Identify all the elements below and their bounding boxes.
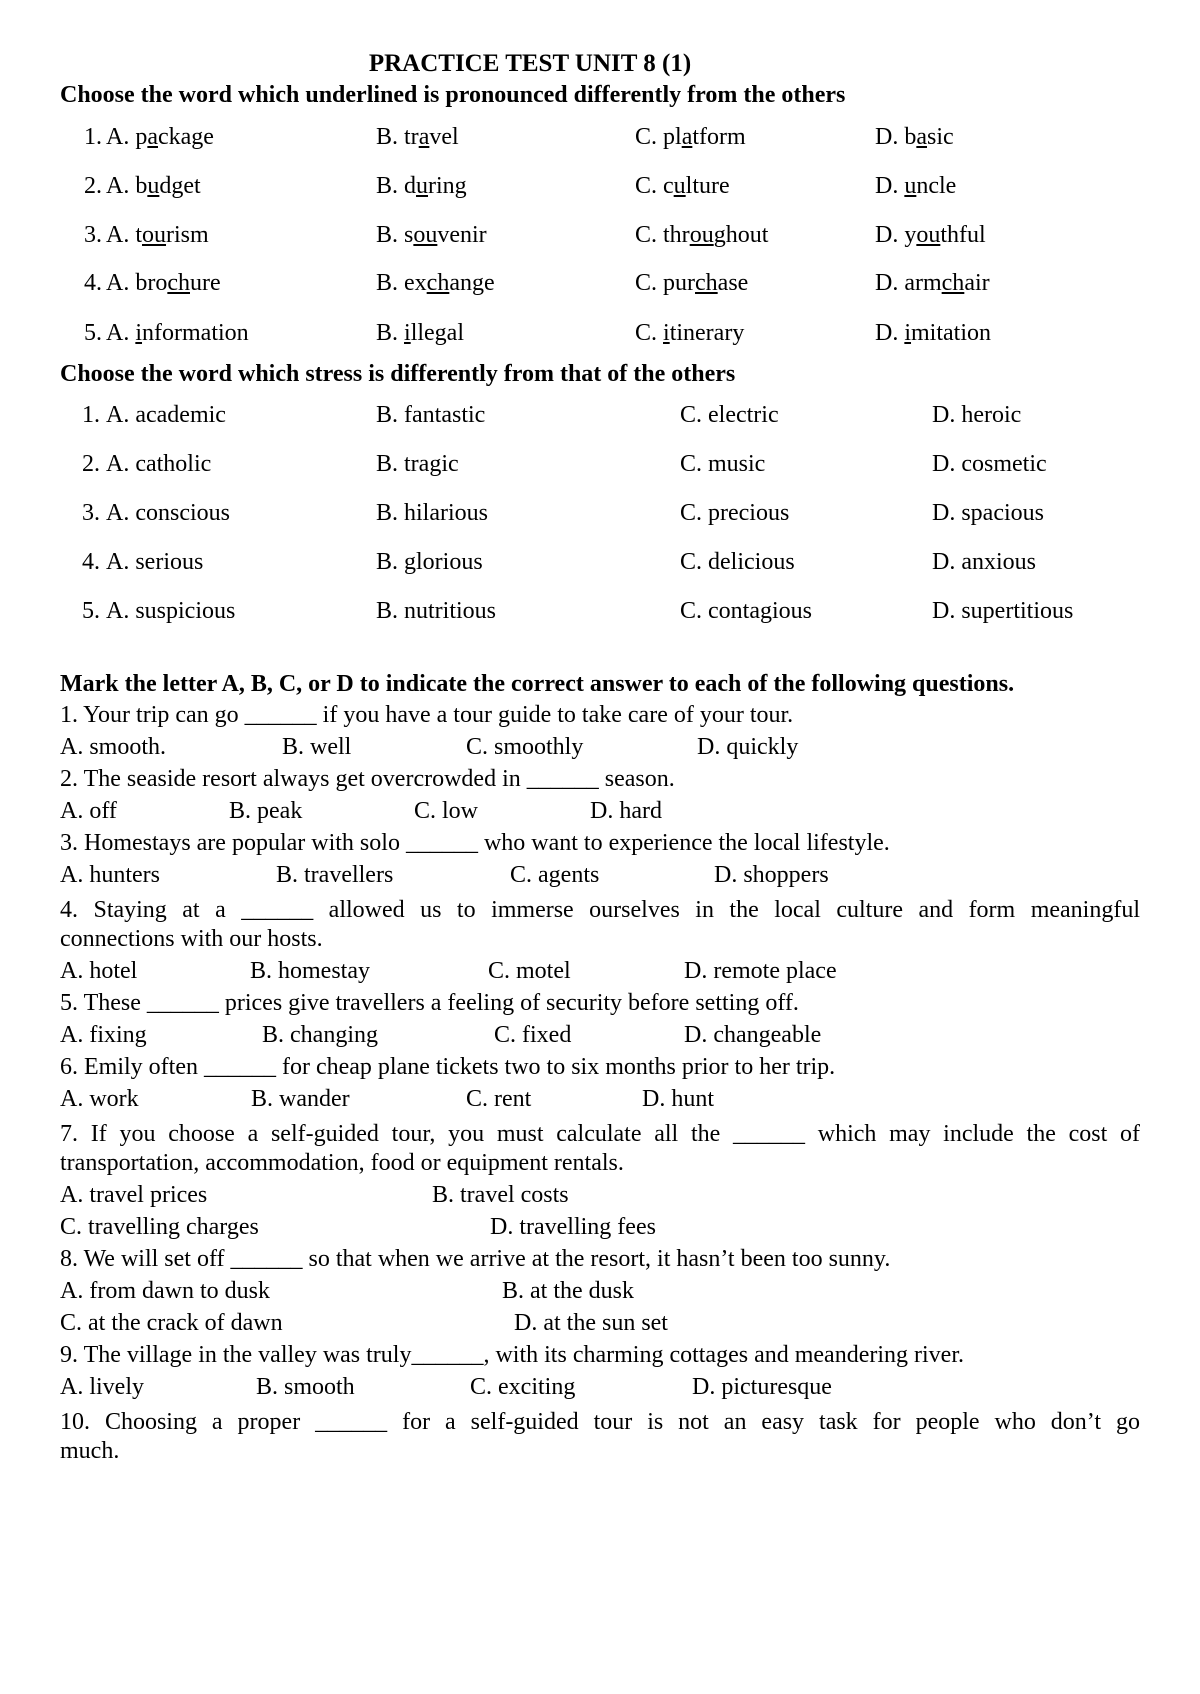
question-4: 4. Staying at a ______ allowed us to immerse ourselves in the local culture and form meaningful [60, 897, 1140, 923]
option-d[interactable] [875, 320, 991, 347]
word-part: sic [927, 124, 954, 150]
q5-option-c[interactable]: C. fixed [494, 1022, 572, 1048]
word-part: arm [904, 270, 942, 296]
item-number: 1. [84, 124, 102, 150]
q3-option-b[interactable]: B. travellers [276, 862, 394, 888]
option-d[interactable]: D. spacious [932, 500, 1044, 526]
word-part: b [135, 173, 148, 199]
word-part: c [663, 173, 674, 199]
option-c[interactable] [635, 124, 746, 151]
question-10: 10. Choosing a proper ______ for a self-guided tour is not an easy task for people who don’t go [60, 1409, 1140, 1435]
option-c[interactable] [635, 270, 748, 297]
q7-option-d[interactable]: D. travelling fees [490, 1214, 656, 1240]
question-6: 6. Emily often ______ for cheap plane tickets two to six months prior to her trip. [60, 1054, 836, 1080]
option-b[interactable]: B. fantastic [376, 402, 486, 428]
option-b[interactable]: B. glorious [376, 549, 483, 575]
item-number: 4. [82, 549, 100, 575]
underlined-letters: u [904, 173, 917, 199]
question-10-continued: much. [60, 1438, 120, 1464]
item-number: 3. [84, 222, 102, 248]
word-part: D. [875, 270, 905, 296]
word-part: bro [135, 270, 168, 296]
q2-option-d[interactable]: D. hard [590, 798, 662, 824]
q9-option-d[interactable]: D. picturesque [692, 1374, 832, 1400]
option-d[interactable]: D. heroic [932, 402, 1022, 428]
question-5: 5. These ______ prices give travellers a feeling of security before setting off. [60, 990, 799, 1016]
option-d[interactable] [875, 222, 986, 249]
option-b[interactable] [376, 173, 467, 200]
item-number: 2. [84, 173, 102, 199]
option-c[interactable]: C. electric [680, 402, 779, 428]
option-c[interactable]: C. delicious [680, 549, 795, 575]
underlined-letters: ch [695, 270, 718, 296]
option-c[interactable] [635, 173, 730, 200]
word-part: tinerary [669, 320, 745, 346]
q6-option-b[interactable]: B. wander [251, 1086, 350, 1112]
word-part: s [404, 222, 414, 248]
word-part: pur [663, 270, 696, 296]
word-part: D. [875, 173, 905, 199]
word-part: A. [106, 173, 136, 199]
word-part: ncle [916, 173, 957, 199]
underlined-letters: u [673, 173, 686, 199]
word-part: mitation [911, 320, 992, 346]
word-part: C. [635, 124, 664, 150]
option-d[interactable]: D. anxious [932, 549, 1036, 575]
underlined-letters: a [916, 124, 927, 150]
q5-option-a[interactable]: A. fixing [60, 1022, 147, 1048]
option-a[interactable] [106, 124, 214, 151]
word-part: D. [875, 124, 905, 150]
word-part: ghout [713, 222, 769, 248]
word-part: venir [437, 222, 487, 248]
q9-option-a[interactable]: A. lively [60, 1374, 144, 1400]
q9-option-c[interactable]: C. exciting [470, 1374, 576, 1400]
option-a[interactable]: A. serious [106, 549, 204, 575]
word-part: A. [106, 124, 136, 150]
stress-row [0, 451, 1200, 485]
word-part: ure [190, 270, 221, 296]
question-8: 8. We will set off ______ so that when we arrive at the resort, it hasn’t been too sunny. [60, 1246, 891, 1272]
underlined-letters: u [147, 173, 160, 199]
word-part: thr [663, 222, 690, 248]
section-pronunciation-heading: Choose the word which underlined is pronounced differently from the others [60, 82, 846, 108]
word-part: d [404, 173, 417, 199]
underlined-letters: i [904, 320, 912, 346]
q2-option-b[interactable]: B. peak [229, 798, 303, 824]
q4-option-d[interactable]: D. remote place [684, 958, 837, 984]
stress-row [0, 598, 1200, 632]
word-part: b [904, 124, 917, 150]
underlined-letters: a [681, 124, 693, 150]
question-4-continued: connections with our hosts. [60, 926, 323, 952]
word-part: D. [875, 320, 905, 346]
word-part: ckage [158, 124, 214, 150]
question-3: 3. Homestays are popular with solo ______ who want to experience the local lifestyle. [60, 830, 890, 856]
word-part: B. [376, 124, 405, 150]
word-part: C. [635, 320, 664, 346]
q2-option-a[interactable]: A. off [60, 798, 117, 824]
option-b[interactable]: B. tragic [376, 451, 459, 477]
question-2: 2. The seaside resort always get overcrowded in ______ season. [60, 766, 675, 792]
q8-option-b[interactable]: B. at the dusk [502, 1278, 634, 1304]
item-number: 1. [82, 402, 100, 428]
underlined-letters: i [135, 320, 143, 346]
q5-option-b[interactable]: B. changing [262, 1022, 378, 1048]
option-a[interactable] [106, 320, 249, 347]
word-part: C. [635, 222, 664, 248]
underlined-letters: ou [142, 222, 167, 248]
option-c[interactable] [635, 222, 768, 249]
option-a[interactable] [106, 222, 209, 249]
word-part: C. [635, 173, 664, 199]
word-part: ex [404, 270, 427, 296]
q3-option-c[interactable]: C. agents [510, 862, 600, 888]
word-part: pl [663, 124, 682, 150]
q1-option-b[interactable]: B. well [282, 734, 352, 760]
word-part: rism [166, 222, 209, 248]
option-a[interactable] [106, 173, 201, 200]
word-part: dget [159, 173, 201, 199]
option-b[interactable] [376, 124, 459, 151]
stress-row [0, 549, 1200, 583]
word-part: ase [717, 270, 749, 296]
q8-option-c[interactable]: C. at the crack of dawn [60, 1310, 283, 1336]
underlined-letters: ch [167, 270, 190, 296]
underlined-letters: a [147, 124, 158, 150]
word-part: C. [635, 270, 664, 296]
underlined-letters: ou [916, 222, 941, 248]
option-b[interactable]: B. hilarious [376, 500, 488, 526]
option-b[interactable]: B. nutritious [376, 598, 497, 624]
q2-option-c[interactable]: C. low [414, 798, 479, 824]
word-part: thful [940, 222, 986, 248]
underlined-letters: a [418, 124, 430, 150]
question-9: 9. The village in the valley was truly______, with its charming cottages and meandering river. [60, 1342, 964, 1368]
pronunciation-row [0, 173, 1200, 207]
word-part: D. [875, 222, 905, 248]
word-part: A. [106, 222, 136, 248]
option-d[interactable] [875, 173, 956, 200]
word-part: tr [404, 124, 419, 150]
word-part: B. [376, 270, 405, 296]
word-part: air [964, 270, 990, 296]
word-part: y [904, 222, 917, 248]
word-part: B. [376, 222, 405, 248]
pronunciation-row [0, 270, 1200, 304]
underlined-letters: ou [689, 222, 714, 248]
word-part: lture [685, 173, 730, 199]
word-part: B. [376, 173, 405, 199]
q7-option-c[interactable]: C. travelling charges [60, 1214, 259, 1240]
pronunciation-row [0, 222, 1200, 256]
option-b[interactable] [376, 270, 495, 297]
option-b[interactable] [376, 320, 464, 347]
q3-option-d[interactable]: D. shoppers [714, 862, 829, 888]
pronunciation-row [0, 124, 1200, 158]
q1-option-c[interactable]: C. smoothly [466, 734, 584, 760]
item-number: 4. [84, 270, 102, 296]
option-a[interactable]: A. conscious [106, 500, 230, 526]
section-stress-heading: Choose the word which stress is differently from that of the others [60, 361, 736, 387]
q5-option-d[interactable]: D. changeable [684, 1022, 822, 1048]
section-multiple-choice-heading: Mark the letter A, B, C, or D to indicate the correct answer to each of the following questions. [60, 671, 1015, 697]
option-c[interactable]: C. music [680, 451, 766, 477]
q9-option-b[interactable]: B. smooth [256, 1374, 355, 1400]
option-a[interactable] [106, 270, 221, 297]
option-d[interactable]: D. supertitious [932, 598, 1074, 624]
underlined-letters: ou [413, 222, 438, 248]
item-number: 5. [84, 320, 102, 346]
option-c[interactable]: C. precious [680, 500, 790, 526]
word-part: ring [428, 173, 467, 199]
stress-row [0, 500, 1200, 534]
q6-option-d[interactable]: D. hunt [642, 1086, 714, 1112]
question-7: 7. If you choose a self-guided tour, you must calculate all the ______ which may include the cost of [60, 1121, 1140, 1147]
q1-option-a[interactable]: A. smooth. [60, 734, 167, 760]
underlined-letters: ch [941, 270, 965, 296]
option-d[interactable] [875, 270, 990, 297]
underlined-letters: ch [426, 270, 450, 296]
option-a[interactable]: A. catholic [106, 451, 212, 477]
q7-option-a[interactable]: A. travel prices [60, 1182, 208, 1208]
question-1: 1. Your trip can go ______ if you have a tour guide to take care of your tour. [60, 702, 794, 728]
underlined-letters: i [663, 320, 670, 346]
word-part: t [135, 222, 143, 248]
option-c[interactable]: C. contagious [680, 598, 812, 624]
word-part: A. [106, 270, 136, 296]
q6-option-a[interactable]: A. work [60, 1086, 139, 1112]
option-a[interactable]: A. academic [106, 402, 226, 428]
word-part: ange [449, 270, 495, 296]
option-d[interactable]: D. cosmetic [932, 451, 1047, 477]
item-number: 5. [82, 598, 100, 624]
q8-option-a[interactable]: A. from dawn to dusk [60, 1278, 270, 1304]
q3-option-a[interactable]: A. hunters [60, 862, 160, 888]
underlined-letters: u [416, 173, 429, 199]
word-part: nformation [142, 320, 249, 346]
question-7-continued: transportation, accommodation, food or equipment rentals. [60, 1150, 624, 1176]
q4-option-b[interactable]: B. homestay [250, 958, 370, 984]
q1-option-d[interactable]: D. quickly [697, 734, 799, 760]
item-number: 3. [82, 500, 100, 526]
q4-option-a[interactable]: A. hotel [60, 958, 138, 984]
q4-option-c[interactable]: C. motel [488, 958, 571, 984]
option-b[interactable] [376, 222, 487, 249]
word-part: tform [692, 124, 746, 150]
q8-option-d[interactable]: D. at the sun set [514, 1310, 668, 1336]
underlined-letters: i [404, 320, 411, 346]
word-part: p [135, 124, 148, 150]
q7-option-b[interactable]: B. travel costs [432, 1182, 569, 1208]
option-c[interactable] [635, 320, 744, 347]
page-title: PRACTICE TEST UNIT 8 (1) [368, 50, 692, 77]
word-part: A. [106, 320, 136, 346]
item-number: 2. [82, 451, 100, 477]
option-d[interactable] [875, 124, 954, 151]
stress-row [0, 402, 1200, 436]
word-part: vel [429, 124, 459, 150]
q6-option-c[interactable]: C. rent [466, 1086, 532, 1112]
option-a[interactable]: A. suspicious [106, 598, 236, 624]
word-part: B. [376, 320, 405, 346]
pronunciation-row [0, 320, 1200, 354]
word-part: llegal [410, 320, 464, 346]
